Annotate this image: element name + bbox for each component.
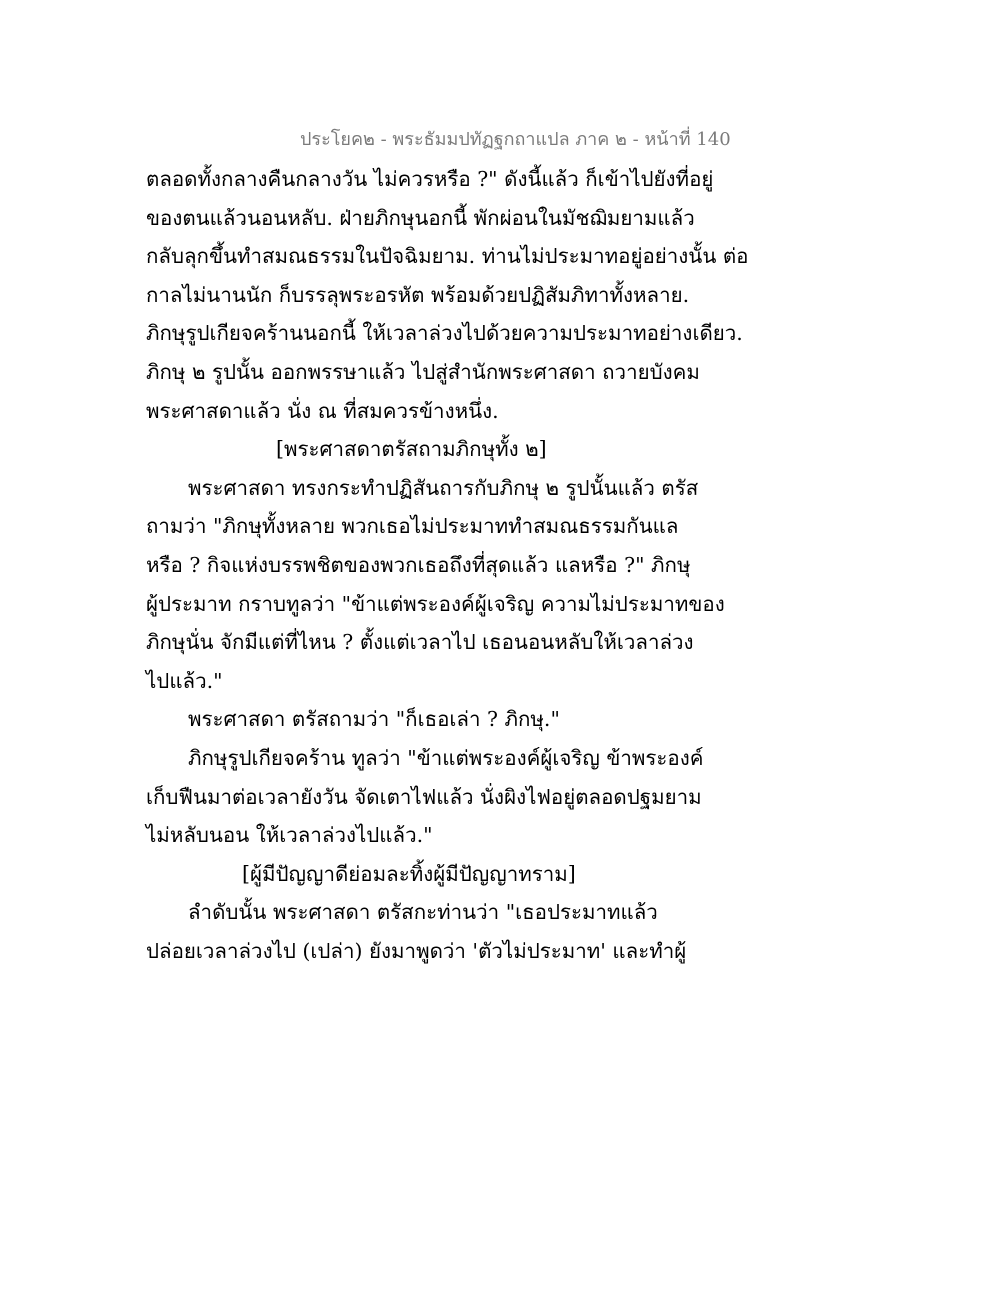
- page-header: ประโยค๒ - พระธัมมปทัฏฐกถาแปล ภาค ๒ - หน้าที่ 140: [300, 129, 731, 150]
- text-line: ตลอดทั้งกลางคืนกลางวัน ไม่ควรหรือ ?" ดังนี้แล้ว ก็เข้าไปยังที่อยู่: [146, 167, 714, 191]
- text-line: หรือ ? กิจแห่งบรรพชิตของพวกเธอถึงที่สุดแล้ว แลหรือ ?" ภิกษุ: [146, 552, 691, 577]
- text-line: ไปแล้ว.": [146, 668, 223, 693]
- text-line: กลับลุกขึ้นทำสมณธรรมในปัจฉิมยาม. ท่านไม่ประมาทอยู่อย่างนั้น ต่อ: [146, 244, 749, 269]
- text-line: ภิกษุ ๒ รูปนั้น ออกพรรษาแล้ว ไปสู่สำนักพระศาสดา ถวายบังคม: [146, 359, 700, 384]
- text-line: ปล่อยเวลาล่วงไป (เปล่า) ยังมาพูดว่า 'ตัวไม่ประมาท' และทำผู้: [146, 938, 687, 963]
- text-line: ภิกษุรูปเกียจคร้านนอกนี้ ให้เวลาล่วงไปด้วยความประมาทอย่างเดียว.: [146, 321, 743, 346]
- page-body: [146, 160, 749, 970]
- text-line: พระศาสดาแล้ว นั่ง ณ ที่สมควรข้างหนึ่ง.: [146, 398, 499, 423]
- text-line: พระศาสดา ตรัสถามว่า "ก็เธอเล่า ? ภิกษุ.": [188, 707, 560, 732]
- section-heading: [พระศาสดาตรัสถามภิกษุทั้ง ๒]: [276, 437, 547, 462]
- text-line: ผู้ประมาท กราบทูลว่า "ข้าแต่พระองค์ผู้เจริญ ความไม่ประมาทของ: [146, 591, 725, 616]
- text-line: ภิกษุรูปเกียจคร้าน ทูลว่า "ข้าแต่พระองค์ผู้เจริญ ข้าพระองค์: [188, 745, 704, 770]
- text-line: ภิกษุนั่น จักมีแต่ที่ไหน ? ตั้งแต่เวลาไป เธอนอนหลับให้เวลาล่วง: [146, 630, 694, 655]
- section-heading: [ผู้มีปัญญาดีย่อมละทิ้งผู้มีปัญญาทราม]: [242, 861, 576, 886]
- text-line: เก็บฟืนมาต่อเวลายังวัน จัดเตาไฟแล้ว นั่งผิงไฟอยู่ตลอดปฐมยาม: [146, 784, 702, 809]
- text-line: ลำดับนั้น พระศาสดา ตรัสกะท่านว่า "เธอประมาทแล้ว: [188, 900, 658, 925]
- text-line: ของตนแล้วนอนหลับ. ฝ่ายภิกษุนอกนี้ พักผ่อนในมัชฌิมยามแล้ว: [146, 205, 695, 230]
- text-line: ถามว่า "ภิกษุทั้งหลาย พวกเธอไม่ประมาททำสมณธรรมกันแล: [146, 514, 679, 539]
- text-line: กาลไม่นานนัก ก็บรรลุพระอรหัต พร้อมด้วยปฏิสัมภิทาทั้งหลาย.: [146, 282, 690, 307]
- text-line: พระศาสดา ทรงกระทำปฏิสันถารกับภิกษุ ๒ รูปนั้นแล้ว ตรัส: [188, 475, 699, 500]
- text-line: ไม่หลับนอน ให้เวลาล่วงไปแล้ว.": [146, 823, 433, 848]
